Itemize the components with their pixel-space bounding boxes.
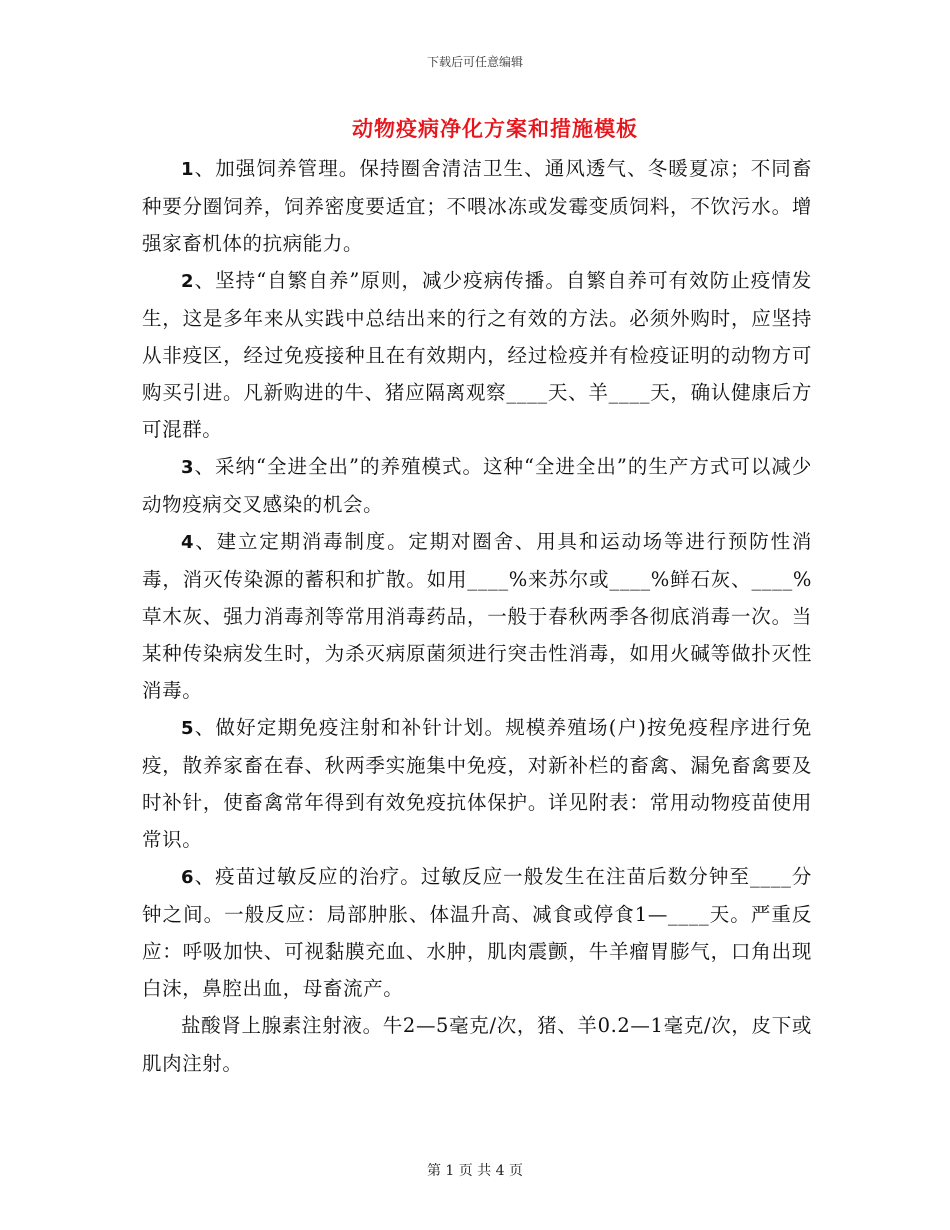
- header-note: 下载后可任意编辑: [426, 55, 523, 69]
- paragraph-number: 6: [181, 867, 195, 888]
- paragraph-5: [142, 709, 812, 858]
- paragraph-text: 、采纳“全进全出”的养殖模式。这种“全进全出”的生产方式可以减少动物疫病交叉感染的机会。: [142, 455, 812, 516]
- paragraph-text: 盐酸肾上腺素注射液。牛2—5毫克/次，猪、羊0.2—1毫克/次，皮下或肌肉注射。: [142, 1014, 812, 1075]
- paragraph-text: 、加强饲养管理。保持圈舍清洁卫生、通风透气、冬暖夏凉；不同畜种要分圈饲养，饲养密度要适宜；不喂冰冻或发霉变质饲料，不饮污水。增强家畜机体的抗病能力。: [142, 157, 812, 255]
- paragraph-number: 1: [181, 159, 195, 180]
- document-body: [142, 150, 812, 1082]
- paragraph-6: [142, 858, 812, 1007]
- document-title: 动物疫病净化方案和措施模板: [352, 116, 638, 141]
- paragraph-7: [142, 1007, 812, 1082]
- paragraph-text: 、建立定期消毒制度。定期对圈舍、用具和运动场等进行预防性消毒，消灭传染源的蓄积和扩散。如用____%来苏尔或____%鲜石灰、____%草木灰、强力消毒剂等常用消毒药品，一般于春秋两季各彻底消毒一次。当某种传染病发生时，为杀灭病原菌须进行突击性消毒，如用火碱等做扑灭性消毒。: [142, 530, 812, 702]
- paragraph-2: [142, 262, 812, 448]
- paragraph-text: 、做好定期免疫注射和补针计划。规模养殖场(户)按免疫程序进行免疫，散养家畜在春、秋两季实施集中免疫，对新补栏的畜禽、漏免畜禽要及时补针，使畜禽常年得到有效免疫抗体保护。详见附表：常用动物疫苗使用常识。: [142, 716, 812, 851]
- paragraph-text: 、坚持“自繁自养”原则，减少疫病传播。自繁自养可有效防止疫情发生，这是多年来从实践中总结出来的行之有效的方法。必须外购时，应坚持从非疫区，经过免疫接种且在有效期内，经过检疫并有检疫证明的动物方可购买引进。凡新购进的牛、猪应隔离观察____天、羊____天，确认健康后方可混群。: [142, 269, 812, 441]
- paragraph-3: [142, 448, 812, 523]
- paragraph-number: 5: [181, 718, 195, 739]
- paragraph-text: 、疫苗过敏反应的治疗。过敏反应一般发生在注苗后数分钟至____分钟之间。一般反应：局部肿胀、体温升高、减食或停食1—____天。严重反应：呼吸加快、可视黏膜充血、水肿，肌肉震颤，牛羊瘤胃膨气，口角出现白沫，鼻腔出血，母畜流产。: [142, 865, 812, 1000]
- paragraph-number: 3: [181, 457, 195, 478]
- paragraph-number: 4: [181, 532, 195, 553]
- paragraph-1: [142, 150, 812, 262]
- page-footer: 第 1 页 共 4 页: [426, 1163, 524, 1179]
- paragraph-4: [142, 523, 812, 709]
- paragraph-number: 2: [181, 271, 195, 292]
